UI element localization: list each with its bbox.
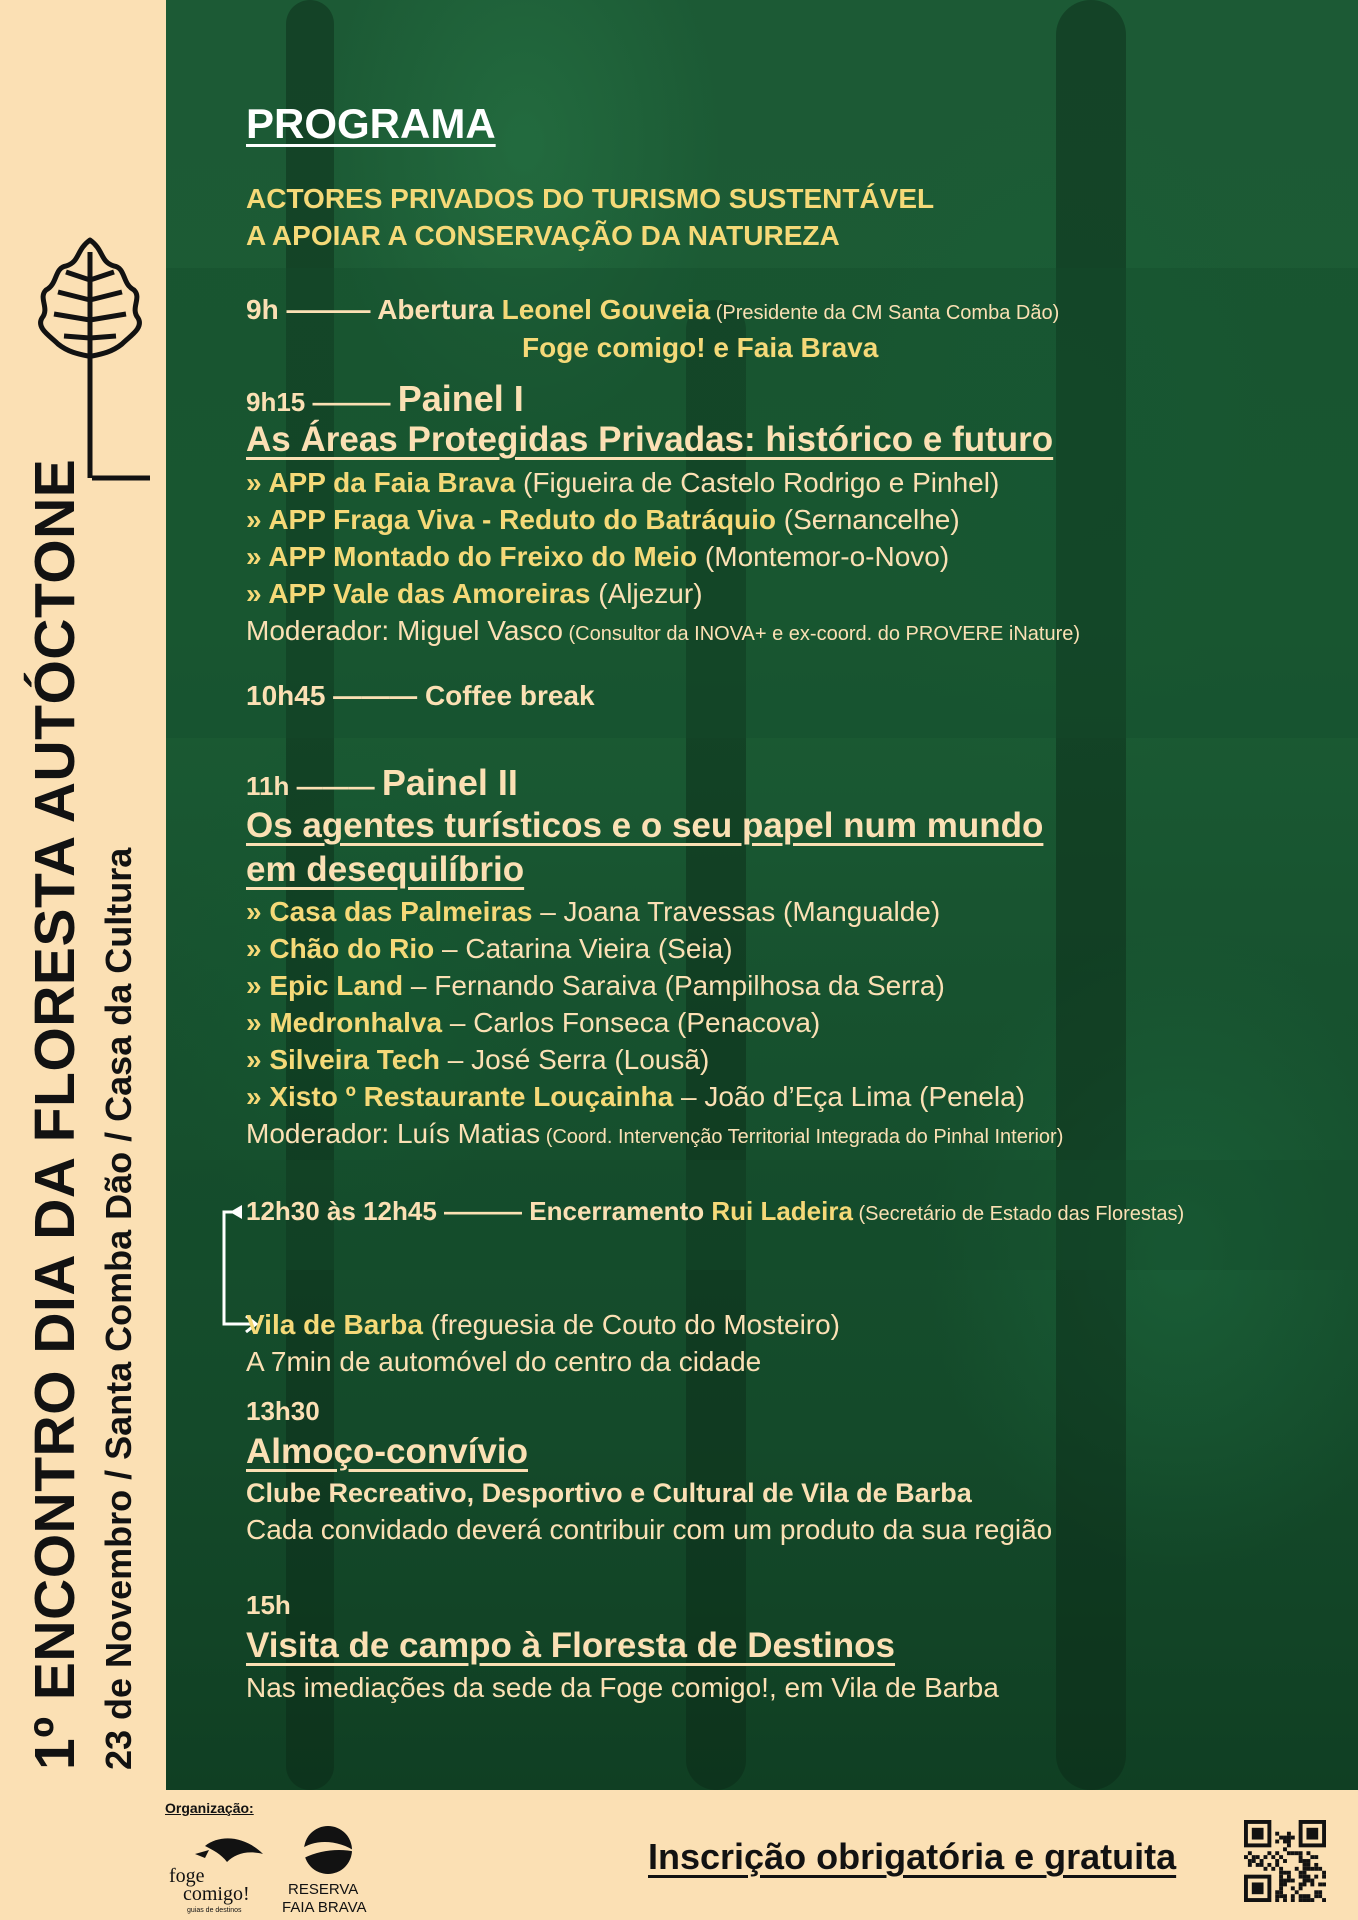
faia-brava-logo [280, 1820, 380, 1916]
panel2-title-line2: em desequilíbrio [246, 850, 525, 889]
panel2-title [246, 804, 1043, 892]
panel1-time: 9h15 ——— [246, 387, 398, 417]
panel1-item: » APP Vale das Amoreiras (Aljezur) [246, 578, 703, 609]
opening-organizers: Foge comigo! e Faia Brava [522, 332, 879, 363]
program-subtitle-line1: ACTORES PRIVADOS DO TURISMO SUSTENTÁVEL [246, 183, 935, 214]
panel1-header [246, 378, 524, 420]
footer [0, 1790, 1358, 1920]
panel2-item: » Epic Land – Fernando Saraiva (Pampilhosa da Serra) [246, 970, 945, 1001]
panel1-item: » APP Montado do Freixo do Meio (Montemor-o-Novo) [246, 541, 950, 572]
panel2-label: Painel II [381, 762, 518, 803]
event-date-location: 23 de Novembro / Santa Comba Dão / Casa da Cultura [98, 847, 139, 1770]
foge-comigo-logo [165, 1824, 275, 1914]
panel2-title-line1: Os agentes turísticos e o seu papel num mundo [246, 806, 1044, 845]
venue-parish: (freguesia de Couto do Mosteiro) [422, 1309, 841, 1340]
coffee-label: Coffee break [424, 680, 595, 711]
venue-name: Vila de Barba [246, 1309, 423, 1340]
program-subtitle [246, 180, 934, 254]
panel2-header [246, 762, 518, 804]
event-title: 1º ENCONTRO DIA DA FLORESTA AUTÓCTONE [23, 458, 87, 1770]
lunch-time: 13h30 [246, 1396, 320, 1426]
closing-time: 12h30 às 12h45 ——— [246, 1196, 530, 1226]
registration-notice: Inscrição obrigatória e gratuita [648, 1836, 1177, 1877]
panel2-item: » Silveira Tech – José Serra (Lousã) [246, 1044, 710, 1075]
svg-text:foge: foge [169, 1865, 205, 1887]
panel1-list [246, 464, 1080, 653]
visit-title: Visita de campo à Floresta de Destinos [246, 1626, 896, 1665]
svg-text:guias de destinos: guias de destinos [187, 1907, 242, 1914]
opening-speaker: Leonel Gouveia [501, 294, 711, 325]
closing-speaker-role: (Secretário de Estado das Florestas) [852, 1203, 1185, 1225]
lunch-note: Cada convidado deverá contribuir com um produto da sua região [246, 1514, 1053, 1545]
vertical-text-container [0, 0, 166, 1790]
coffee-time: 10h45 ——— [246, 680, 425, 711]
panel2-moderator: Moderador: Luís Matias (Coord. Intervenção Territorial Integrada do Pinhal Interior) [246, 1118, 1064, 1149]
organization-label: Organização: [165, 1800, 254, 1816]
sidebar [0, 0, 166, 1790]
panel1-item: » APP da Faia Brava (Figueira de Castelo Rodrigo e Pinhel) [246, 467, 1000, 498]
visit-note: Nas imediações da sede da Foge comigo!, em Vila de Barba [246, 1672, 999, 1703]
venue-block [246, 1306, 840, 1380]
coffee-row [246, 680, 595, 712]
svg-text:RESERVA: RESERVA [288, 1881, 359, 1898]
visit-time: 15h [246, 1590, 291, 1620]
panel2-item: » Medronhalva – Carlos Fonseca (Penacova) [246, 1007, 821, 1038]
panel1-item: » APP Fraga Viva - Reduto do Batráquio (Sernancelhe) [246, 504, 960, 535]
panel1-moderator: Moderador: Miguel Vasco (Consultor da INOVA+ e ex-coord. do PROVERE iNature) [246, 615, 1081, 646]
qr-code-icon[interactable] [1244, 1820, 1326, 1902]
lunch-place: Clube Recreativo, Desportivo e Cultural de Vila de Barba [246, 1478, 972, 1508]
opening-label: Abertura [377, 294, 502, 325]
venue-distance: A 7min de automóvel do centro da cidade [246, 1346, 762, 1377]
panel2-list [246, 893, 1063, 1156]
program-heading: PROGRAMA [246, 100, 496, 147]
opening-speaker-role: (Presidente da CM Santa Comba Dão) [710, 302, 1060, 324]
closing-speaker: Rui Ladeira [711, 1196, 853, 1226]
panel1-label: Painel I [397, 378, 524, 419]
program-panel [166, 0, 1358, 1790]
opening-time: 9h ——— [246, 294, 378, 325]
panel2-time: 11h ——— [246, 771, 382, 801]
svg-text:comigo!: comigo! [183, 1883, 250, 1905]
closing-label: Encerramento [529, 1196, 712, 1226]
panel1-title: As Áreas Protegidas Privadas: histórico e futuro [246, 420, 1054, 459]
panel2-item: » Xisto º Restaurante Louçainha – João d’Eça Lima (Penela) [246, 1081, 1025, 1112]
svg-text:FAIA BRAVA: FAIA BRAVA [282, 1899, 367, 1916]
closing-row [246, 1196, 1184, 1227]
opening-row [246, 294, 1059, 326]
panel2-item: » Casa das Palmeiras – Joana Travessas (Mangualde) [246, 896, 941, 927]
lunch-title: Almoço-convívio [246, 1432, 528, 1471]
program-subtitle-line2: A APOIAR A CONSERVAÇÃO DA NATUREZA [246, 220, 840, 251]
panel2-item: » Chão do Rio – Catarina Vieira (Seia) [246, 933, 733, 964]
